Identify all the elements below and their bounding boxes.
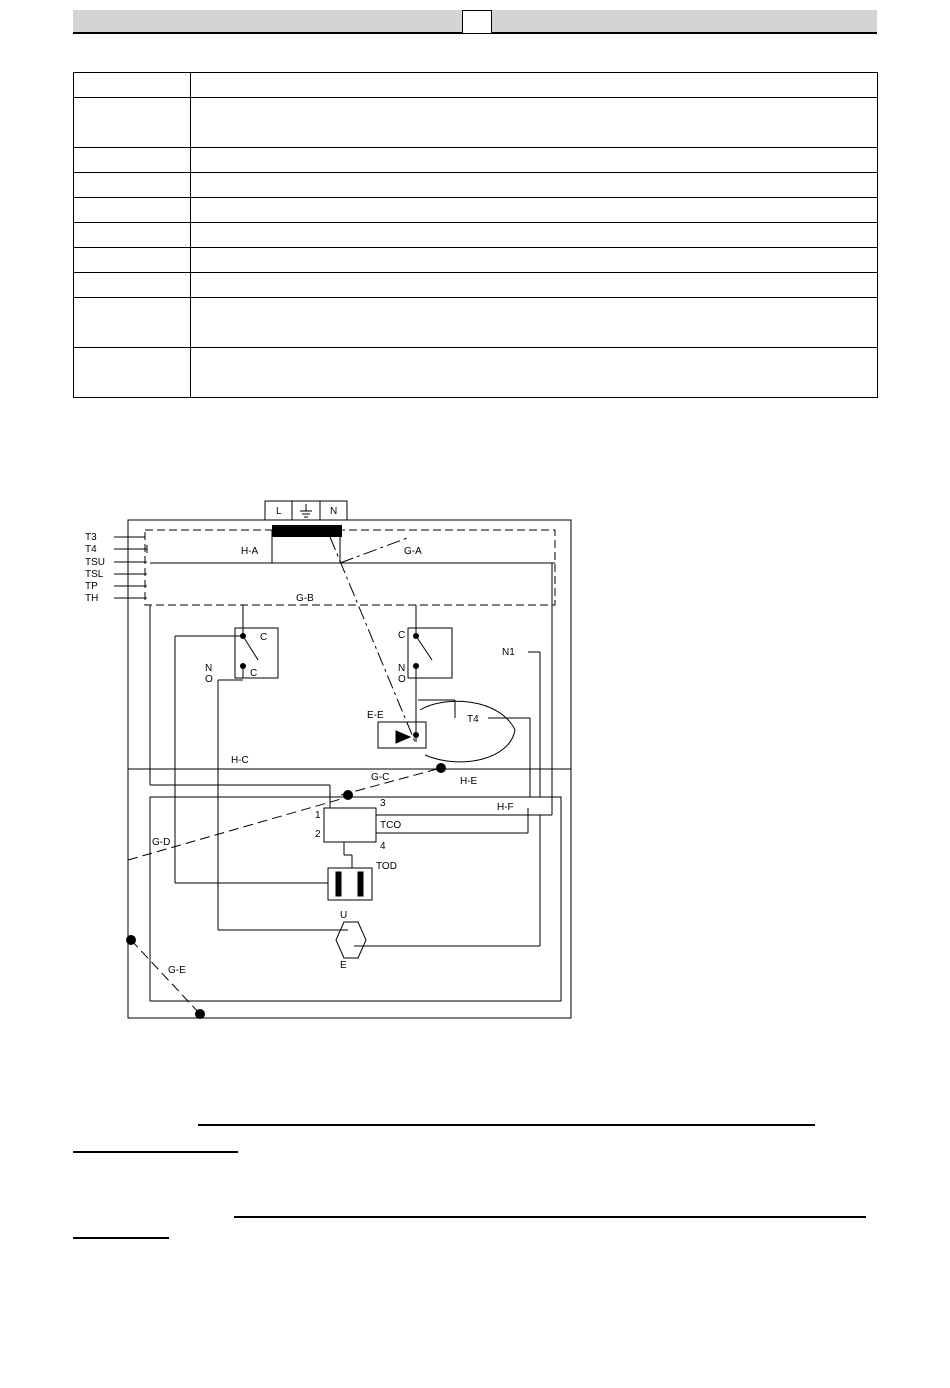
legend-desc — [191, 98, 878, 148]
heater-hexagon — [336, 922, 366, 958]
diagram-label: C — [250, 668, 258, 679]
diagram-label: 3 — [380, 798, 386, 809]
legend-row — [74, 273, 878, 298]
diagram-label: E — [340, 960, 347, 971]
diagram-label: N1 — [502, 647, 515, 658]
legend-desc — [191, 198, 878, 223]
diagram-label: N — [330, 506, 338, 517]
legend-desc — [191, 248, 878, 273]
legend-desc — [191, 173, 878, 198]
diagram-label: T3 — [85, 532, 97, 543]
diagram-label: N — [398, 663, 406, 674]
control-board — [145, 530, 555, 605]
legend-row — [74, 223, 878, 248]
legend-key — [74, 248, 191, 273]
diagram-label: TP — [85, 581, 98, 592]
legend-key — [74, 223, 191, 248]
legend-key — [74, 348, 191, 398]
lower-frame — [150, 797, 561, 1001]
legend-desc — [191, 298, 878, 348]
tank-outline — [420, 701, 515, 762]
diagram-label: E-E — [367, 710, 384, 721]
underline-1 — [198, 1124, 815, 1126]
diagram-label: TSU — [85, 557, 105, 568]
legend-row — [74, 98, 878, 148]
diagram-label: TSL — [85, 569, 104, 580]
diagram-label: O — [205, 674, 213, 685]
harness-connector — [272, 525, 342, 537]
legend-row — [74, 73, 878, 98]
legend-key — [74, 148, 191, 173]
underline-4 — [73, 1237, 169, 1239]
diagram-label: 4 — [380, 841, 386, 852]
diagram-label: G-B — [296, 593, 314, 604]
legend-key — [74, 173, 191, 198]
diagram-label: O — [398, 674, 406, 685]
diagram-label: G-A — [404, 546, 422, 557]
diagram-label: H-F — [497, 802, 514, 813]
legend-key — [74, 73, 191, 98]
diagram-label: T4 — [85, 544, 97, 555]
legend-key — [74, 198, 191, 223]
diagram-label: 2 — [315, 829, 321, 840]
tco-box — [324, 808, 376, 842]
diagram-label: U — [340, 910, 348, 921]
diagram-label: G-E — [168, 965, 186, 976]
diagram-label: 1 — [315, 810, 321, 821]
diagram-label: H-C — [231, 755, 249, 766]
diagram-label: TCO — [380, 820, 402, 831]
diagram-label: H-A — [241, 546, 259, 557]
tod-box — [328, 868, 372, 900]
legend-desc — [191, 273, 878, 298]
legend-desc — [191, 348, 878, 398]
diagram-label: G-C — [371, 772, 390, 783]
diagram-label: T4 — [467, 714, 479, 725]
diagram-label: TH — [85, 593, 99, 604]
underline-3 — [234, 1216, 866, 1218]
legend-desc — [191, 73, 878, 98]
page-number-box — [462, 10, 492, 34]
diagram-label: L — [276, 506, 282, 517]
legend-row — [74, 198, 878, 223]
legend-desc — [191, 148, 878, 173]
legend-table — [73, 72, 878, 398]
legend-row — [74, 298, 878, 348]
underline-2 — [73, 1151, 238, 1153]
diagram-label: N — [205, 663, 213, 674]
legend-row — [74, 248, 878, 273]
diagram-label: H-E — [460, 776, 478, 787]
legend-row — [74, 148, 878, 173]
wiring-diagram — [0, 490, 600, 1030]
diagram-label: G-D — [152, 837, 171, 848]
legend-desc — [191, 223, 878, 248]
diagram-label: C — [260, 632, 268, 643]
diagram-label: TOD — [376, 861, 397, 872]
diagram-label: C — [398, 630, 406, 641]
legend-key — [74, 298, 191, 348]
legend-row — [74, 348, 878, 398]
legend-key — [74, 273, 191, 298]
legend-row — [74, 173, 878, 198]
legend-key — [74, 98, 191, 148]
